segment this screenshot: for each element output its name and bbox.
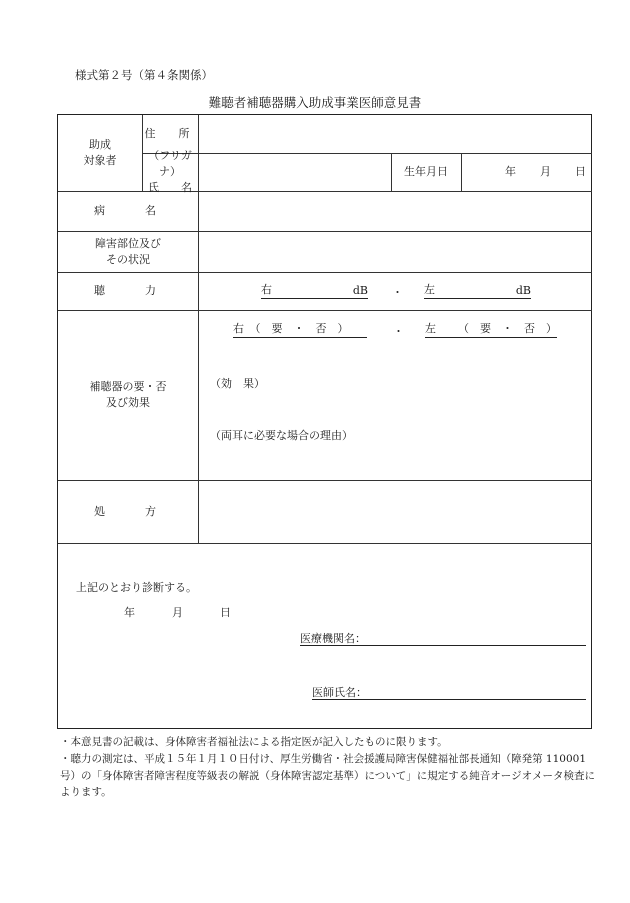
need-separator: ・ (393, 325, 404, 338)
left-db-unit: dB (515, 284, 531, 297)
hearing-aid-label-line2: 及び効果 (106, 396, 150, 409)
name-field[interactable] (199, 153, 391, 191)
diagnosis-statement: 上記のとおり診断する。 (76, 581, 197, 594)
left-ear-need-text: （ 要 ・ 否 ） (458, 322, 557, 335)
name-label-text: 氏 名 (148, 180, 192, 194)
applicant-label-line2: 対象者 (83, 154, 117, 167)
notes (60, 734, 595, 801)
hearing-aid-label (58, 310, 198, 480)
address-label: 住 所 (144, 127, 196, 141)
note-item: ・聴力の測定は、平成１５年１月１０日付け、厚生労働省・社会援護局障害保健福祉部長通知（障発第 110001 号）の「身体障害者障害程度等級表の解説（身体障害認定基準）について」に規定する純音オージオメータ検査によります。 (60, 752, 595, 799)
doctor-field[interactable] (312, 699, 586, 700)
hearing-aid-label-line1: 補聴器の要・否 (89, 380, 167, 394)
right-ear-need-text: 右 （ 要 ・ 否 ） (233, 322, 349, 335)
disability-label-line1: 障害部位及び (95, 236, 161, 250)
right-ear-label: 右 (261, 283, 272, 296)
hearing-label: 聴 力 (94, 284, 162, 298)
rule (58, 543, 592, 544)
applicant-label-line1: 助成 (89, 138, 111, 152)
furigana-label: （フリガナ） (148, 149, 192, 179)
birth-month: 月 (540, 165, 551, 179)
note-item: ・本意見書の記載は、身体障害者福祉法による指定医が記入したものに限ります。 (60, 736, 448, 748)
document-title: 難聴者補聴器購入助成事業医師意見書 (208, 95, 422, 110)
disease-field[interactable] (199, 191, 591, 231)
attestation-year: 年 (124, 606, 135, 619)
birthdate-label: 生年月日 (404, 165, 448, 179)
opinion-form-table (57, 114, 592, 729)
right-ear-need-field[interactable] (233, 321, 367, 338)
doctor-label: 医師氏名： (312, 686, 367, 699)
hearing-separator: ・ (392, 286, 403, 299)
right-db-unit: dB (352, 284, 368, 297)
form-number: 様式第２号（第４条関係） (75, 68, 213, 82)
institution-label: 医療機関名： (300, 632, 366, 645)
disability-label-line2: その状況 (106, 252, 150, 266)
applicant-section-label (58, 115, 142, 191)
birthdate-field[interactable] (462, 153, 592, 191)
right-ear-hearing-field[interactable] (261, 282, 368, 299)
binaural-reason-label: （両耳に必要な場合の理由） (210, 429, 353, 442)
prescription-field[interactable] (199, 480, 591, 543)
effect-label: （効 果） (210, 377, 265, 390)
disease-label: 病 名 (94, 204, 162, 218)
left-ear-label: 左 (424, 283, 435, 296)
address-field[interactable] (199, 115, 591, 153)
attestation-month: 月 (172, 606, 183, 619)
left-ear-hearing-field[interactable] (424, 282, 531, 299)
disability-field[interactable] (199, 231, 591, 272)
birth-day: 日 (575, 165, 586, 179)
name-label (142, 149, 198, 194)
attestation-day: 日 (220, 606, 231, 619)
birth-year: 年 (505, 165, 516, 179)
prescription-label: 処 方 (94, 504, 162, 518)
institution-field[interactable] (300, 645, 586, 646)
left-ear-need-prefix: 左 (425, 322, 436, 335)
left-ear-need-field[interactable] (425, 321, 557, 338)
disability-label (58, 231, 198, 272)
